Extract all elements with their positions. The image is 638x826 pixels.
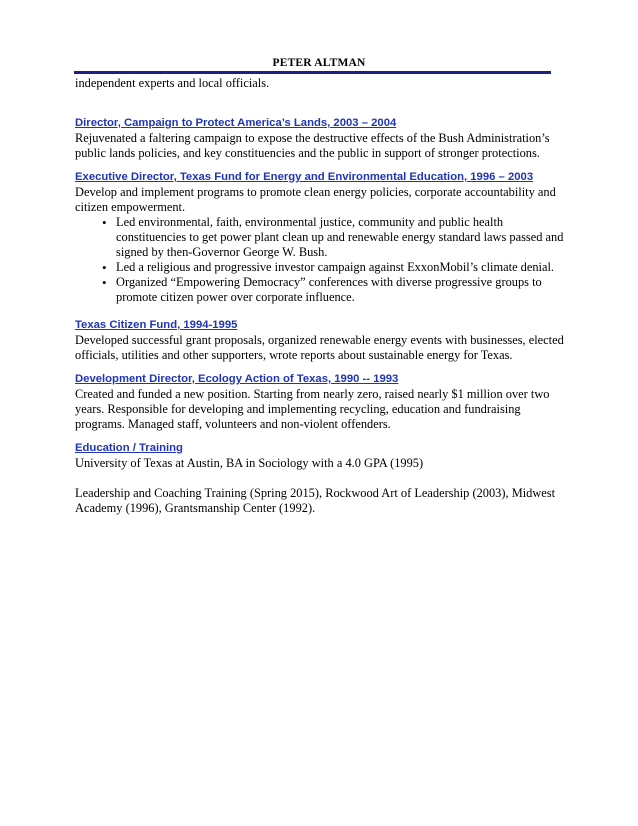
continuation-text: independent experts and local officials. [75, 76, 270, 90]
resume-header-name: PETER ALTMAN [272, 57, 366, 69]
section-ecology-action [75, 371, 565, 432]
section-heading: Texas Citizen Fund, 1994-1995 [75, 319, 238, 331]
section-heading: Education / Training [75, 442, 183, 454]
section-body: Develop and implement programs to promote clean energy policies, corporate accountability and citizen empowerment. [75, 185, 556, 214]
bullet-list [75, 215, 565, 305]
section-body: University of Texas at Austin, BA in Sociology with a 4.0 GPA (1995) [75, 456, 424, 470]
bullet-item: • Organized “Empowering Democracy” conferences with diverse progressive groups to promote citizen power over corporate influence. [102, 275, 565, 305]
section-heading: Executive Director, Texas Fund for Energy and Environmental Education, 1996 – 2003 [75, 171, 534, 183]
section-education [75, 440, 565, 516]
section-heading: Development Director, Ecology Action of Texas, 1990 -- 1993 [75, 373, 399, 385]
header-divider [74, 71, 551, 74]
bullet-item: • Led environmental, faith, environmental justice, community and public health constituencies to get power plant clean up and renewable energy standard laws passed and signed by then-Governor George W. Bush. [102, 215, 565, 260]
section-body: Developed successful grant proposals, organized renewable energy events with businesses, elected officials, utilities and other supporters, wrote reports about sustainable energy for Texas. [75, 333, 564, 362]
section-heading: Director, Campaign to Protect America’s Lands, 2003 – 2004 [75, 117, 397, 129]
section-body: Rejuvenated a faltering campaign to expose the destructive effects of the Bush Administration’s public lands policies, and key constituencies and the public in support of stronger protections. [75, 131, 550, 160]
section-texas-citizen-fund [75, 317, 565, 363]
section-texas-fund [75, 169, 565, 305]
bullet-item: • Led a religious and progressive investor campaign against ExxonMobil’s climate denial. [102, 260, 565, 275]
section-extra: Leadership and Coaching Training (Spring 2015), Rockwood Art of Leadership (2003), Midwest Academy (1996), Grantsmanship Center (1992). [75, 486, 556, 515]
section-campaign-america-lands [75, 115, 565, 161]
section-body: Created and funded a new position. Starting from nearly zero, raised nearly $1 million over two years. Responsible for developing and implementing recycling, education and fundraising programs. Managed staff, volunteers and non-violent offenders. [75, 387, 550, 431]
resume-content [75, 76, 565, 516]
